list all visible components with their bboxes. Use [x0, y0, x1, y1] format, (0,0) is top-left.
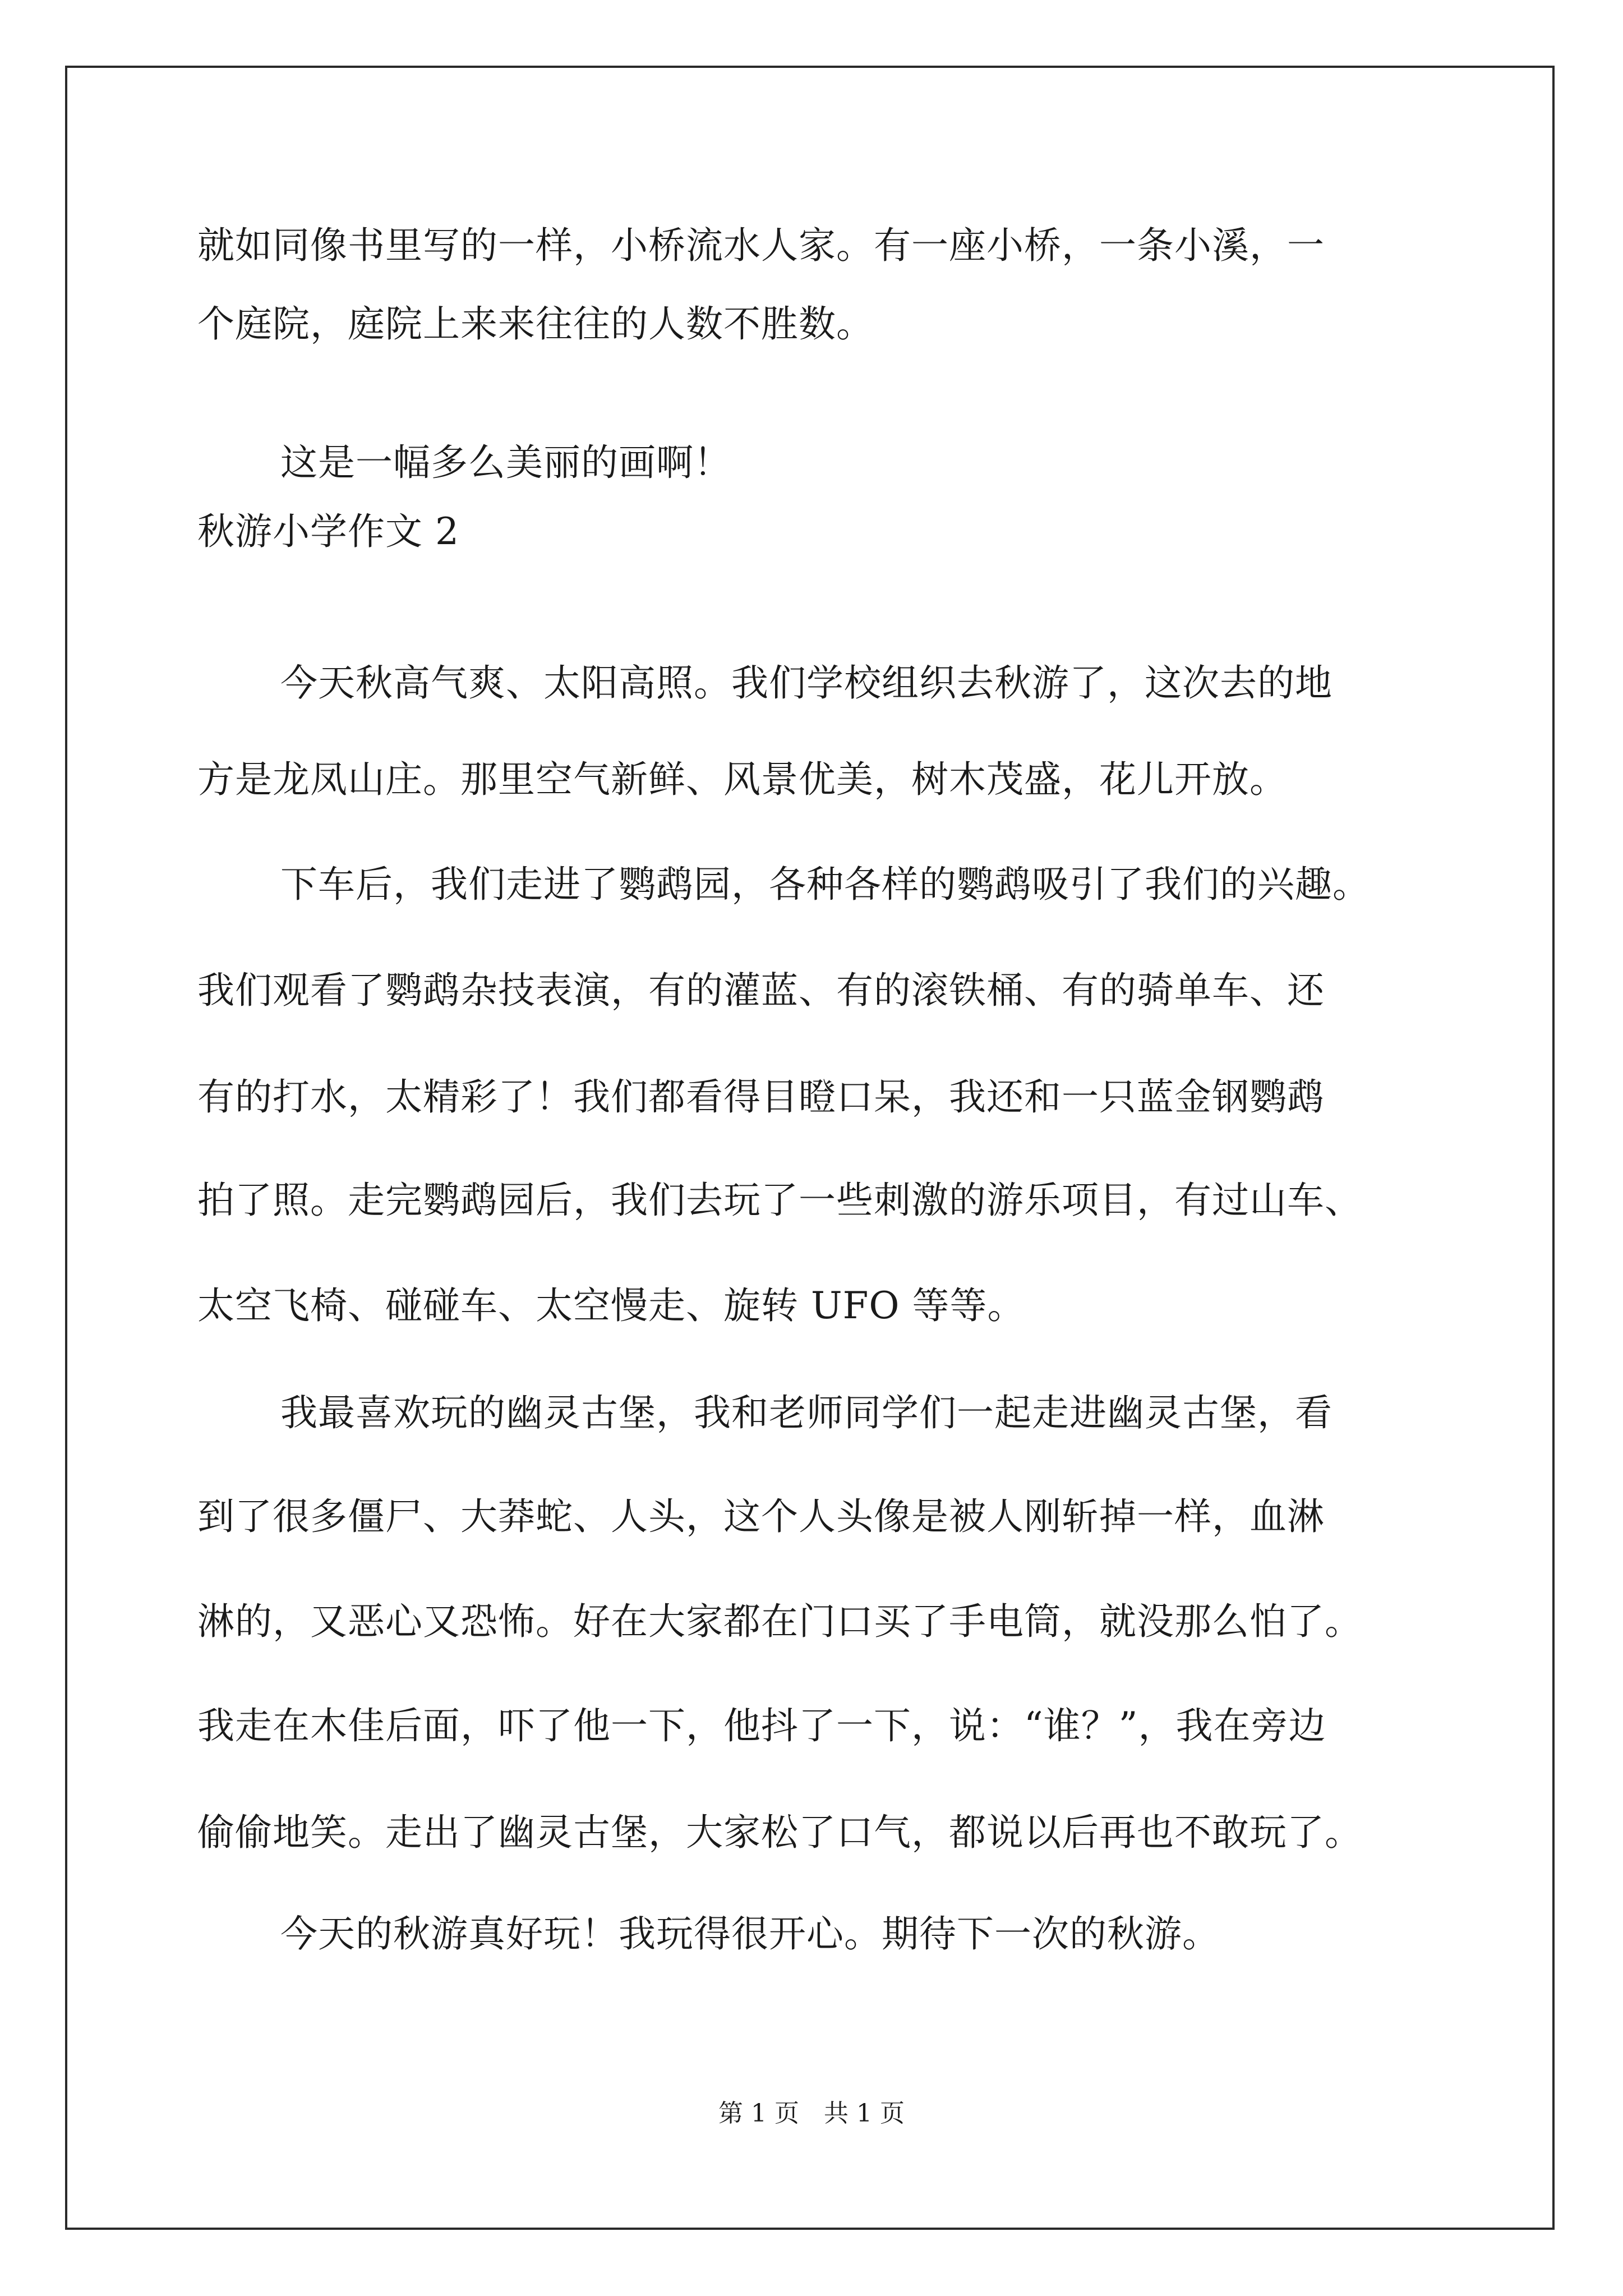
- body-text-line: 太空飞椅、碰碰车、太空慢走、旋转 UFO 等等。: [197, 1284, 1025, 1327]
- body-text-line: 我走在木佳后面，吓了他一下，他抖了一下，说：“谁？”，我在旁边: [197, 1704, 1326, 1747]
- page-number: 第 1 页 共 1 页: [718, 2099, 905, 2128]
- body-text-line: 个庭院，庭院上来来往往的人数不胜数。: [197, 302, 874, 346]
- body-text-line: 今天秋高气爽、太阳高照。我们学校组织去秋游了，这次去的地: [280, 661, 1332, 705]
- section-heading: 秋游小学作文 2: [197, 510, 459, 553]
- body-text-line: 淋的，又恶心又恐怖。好在大家都在门口买了手电筒，就没那么怕了。: [197, 1600, 1362, 1643]
- body-text-line: 我最喜欢玩的幽灵古堡，我和老师同学们一起走进幽灵古堡，看: [280, 1391, 1332, 1434]
- body-text-line: 有的打水，太精彩了！我们都看得目瞪口呆，我还和一只蓝金钢鹦鹉: [197, 1075, 1325, 1119]
- body-text-line: 拍了照。走完鹦鹉园后，我们去玩了一些刺激的游乐项目，有过山车、: [197, 1179, 1362, 1222]
- body-text-line: 今天的秋游真好玩！我玩得很开心。期待下一次的秋游。: [280, 1912, 1220, 1955]
- body-text-line: 方是龙凤山庄。那里空气新鲜、风景优美，树木茂盛，花儿开放。: [197, 758, 1287, 801]
- body-text-line: 偷偷地笑。走出了幽灵古堡，大家松了口气，都说以后再也不敢玩了。: [197, 1811, 1362, 1854]
- body-text-line: 到了很多僵尸、大莽蛇、人头，这个人头像是被人刚斩掉一样，血淋: [197, 1495, 1325, 1538]
- page-border: [65, 66, 1555, 2230]
- body-text-line: 我们观看了鹦鹉杂技表演，有的灌蓝、有的滚铁桶、有的骑单车、还: [197, 969, 1325, 1012]
- body-text-line: 就如同像书里写的一样，小桥流水人家。有一座小桥，一条小溪，一: [197, 224, 1325, 267]
- body-text-line: 这是一幅多么美丽的画啊！: [280, 441, 731, 484]
- body-text-line: 下车后，我们走进了鹦鹉园，各种各样的鹦鹉吸引了我们的兴趣。: [280, 863, 1370, 906]
